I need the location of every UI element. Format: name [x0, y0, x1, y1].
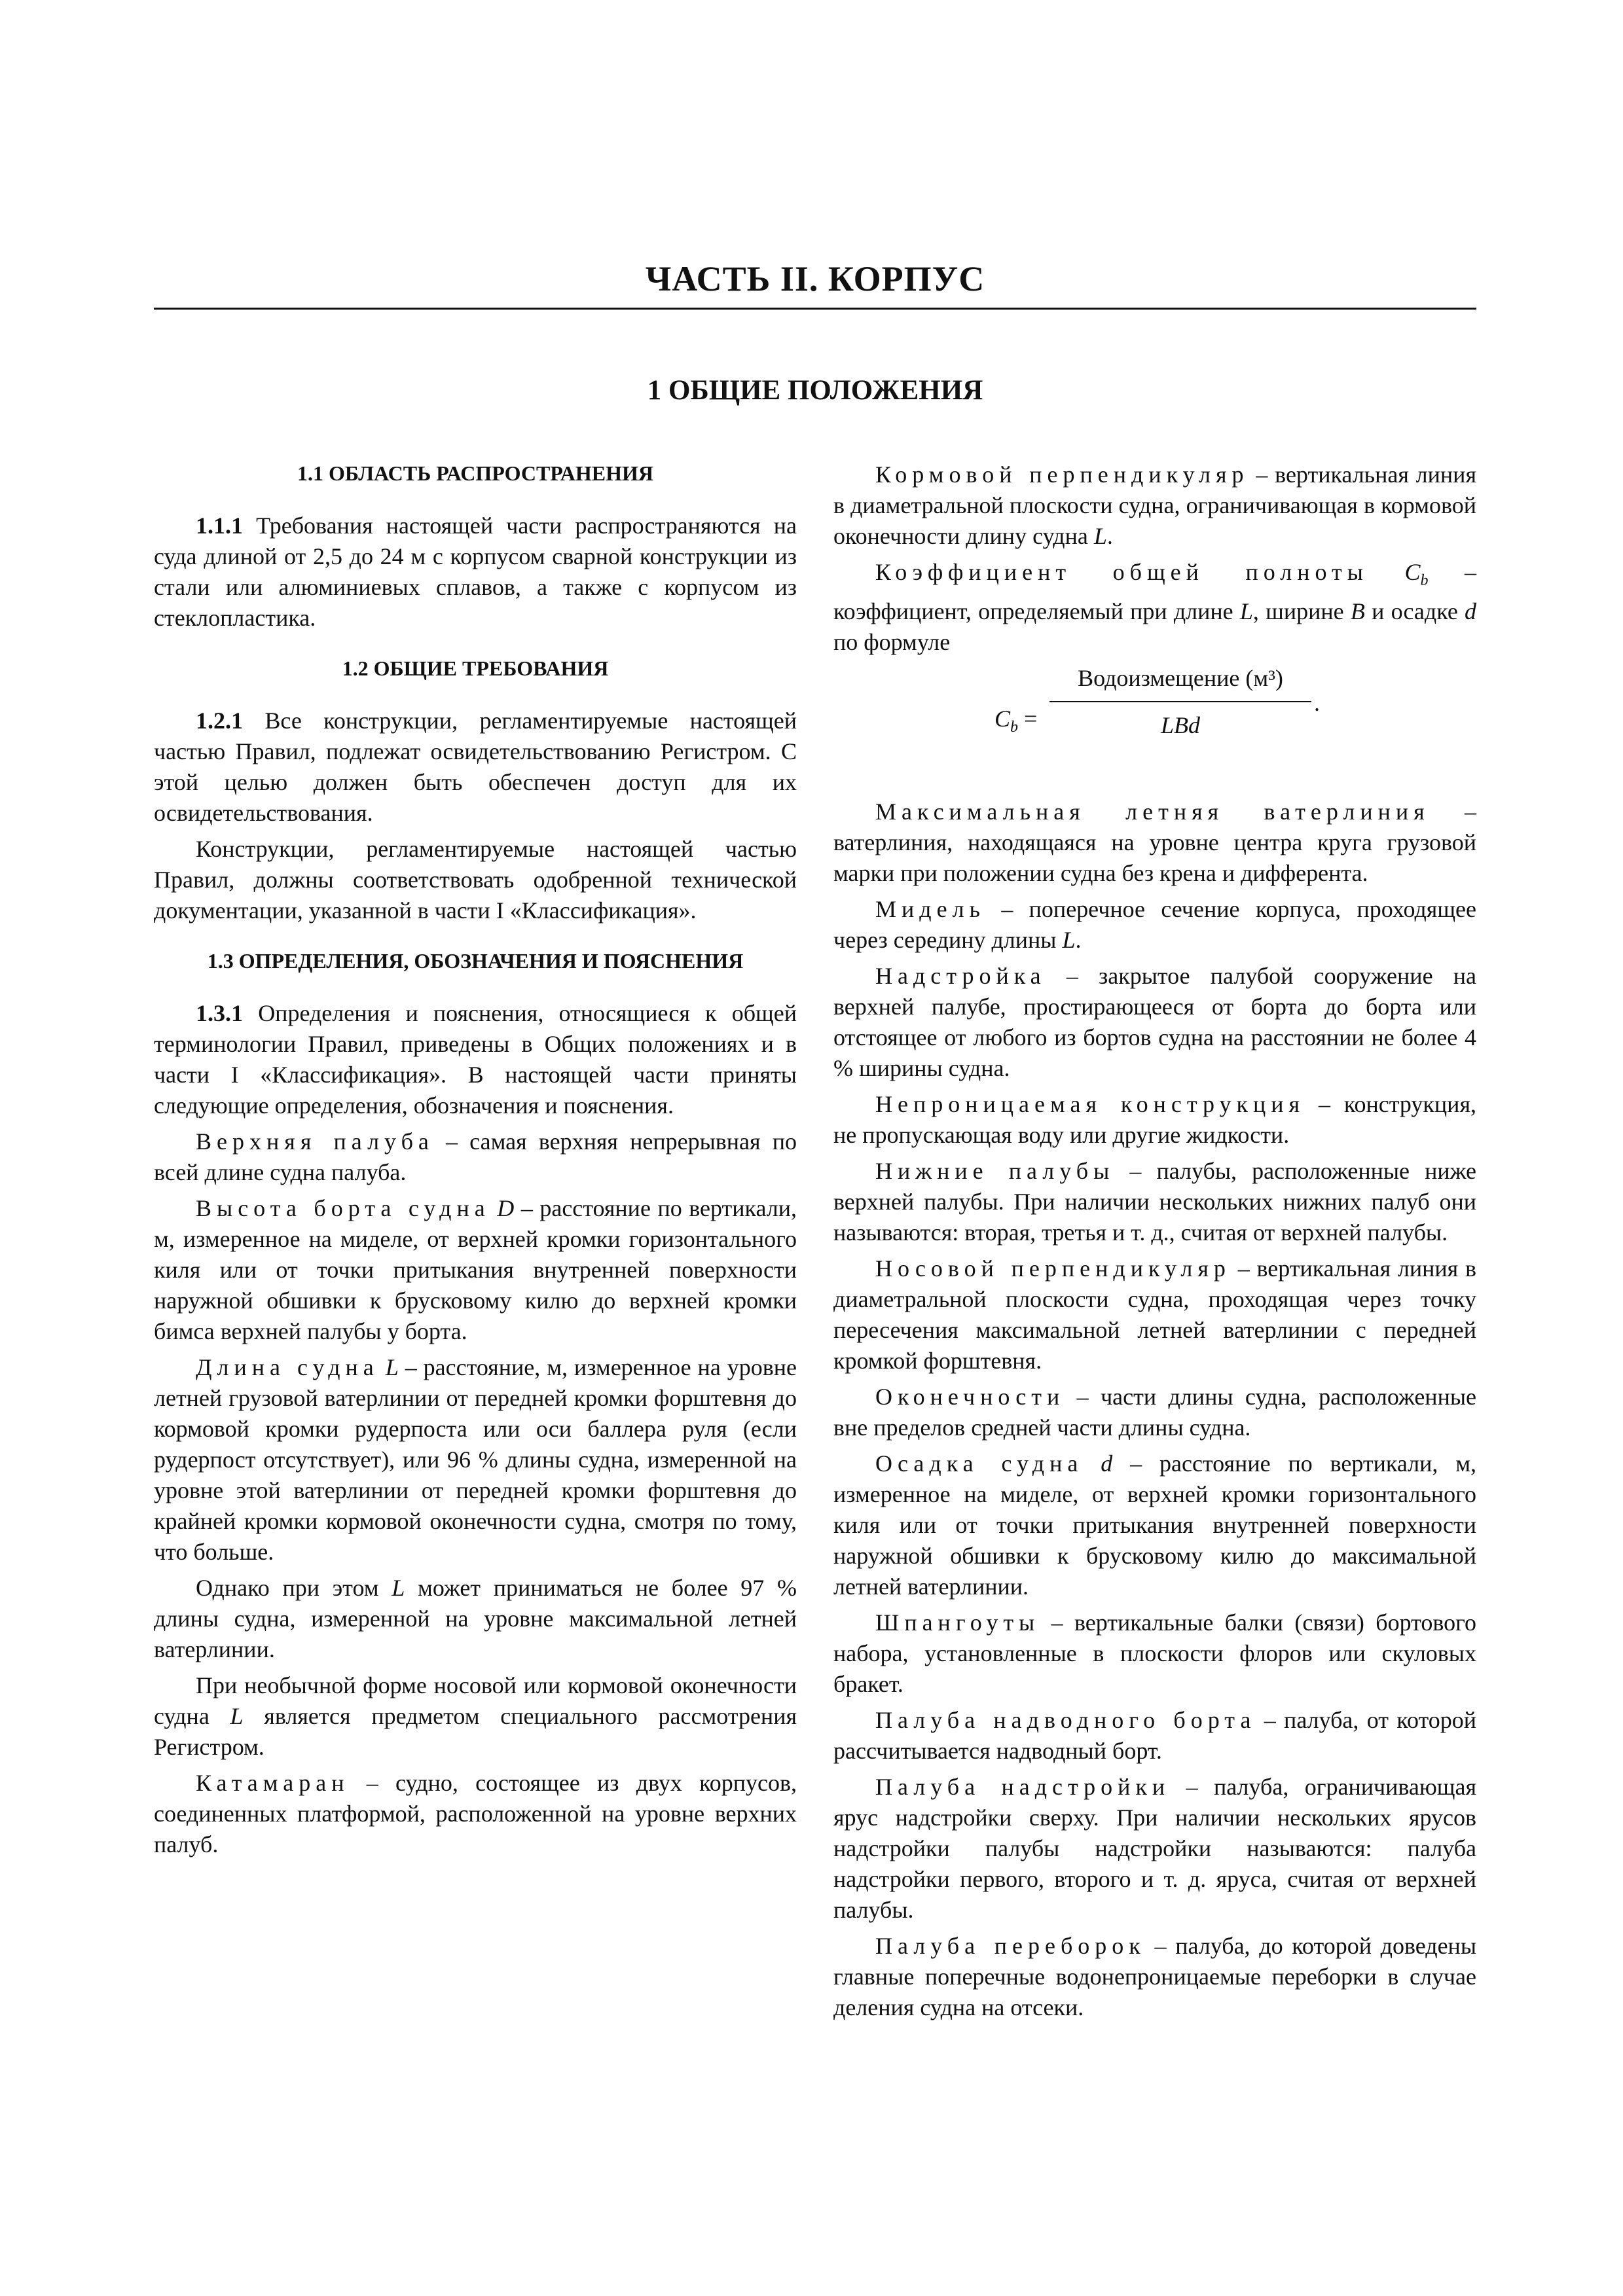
text: является предметом специального рассмотрения Регистром. [154, 1703, 797, 1760]
block-coefficient-formula [833, 663, 1476, 787]
term: Палуба надводного борта [875, 1707, 1256, 1734]
term: Катамаран [196, 1770, 350, 1796]
definition-text: – конструкция, не пропускающая воду или другие жидкости. [833, 1091, 1477, 1149]
paragraph-1-1-1 [154, 511, 797, 634]
term: Длина судна [196, 1354, 379, 1380]
definition-text: – судно, состоящее из двух корпусов, соединенных платформой, расположенной на уровне верхних палуб. [154, 1770, 797, 1857]
symbol: L [1239, 598, 1253, 625]
clause-text: Требования настоящей части распространяются на суда длиной от 2,5 до 24 м с корпусом сварной конструкции из стали или алюминиевых сплавов, а также с корпусом из стеклопластика. [154, 512, 797, 631]
definition-aft-perpendicular [833, 459, 1476, 552]
definition-catamaran [154, 1768, 797, 1860]
symbol: L [1062, 927, 1076, 954]
fraction-line [1049, 701, 1311, 702]
term: Максимальная летняя ватерлиния [875, 798, 1430, 825]
symbol: C [1404, 559, 1421, 585]
term: Коэффициент общей полноты [875, 559, 1368, 585]
term: Нижние палубы [875, 1158, 1115, 1185]
symbol: D [497, 1195, 515, 1221]
paragraph-1-2-1 [154, 706, 797, 829]
term: Верхняя палуба [196, 1128, 434, 1155]
definition-text: – вертикальная линия в диаметральной плоскости судна, ограничивающая в кормовой оконечности длину судна [833, 461, 1477, 549]
symbol: L [230, 1703, 244, 1729]
definition-text: – части длины судна, расположенные вне пределов средней части длины судна. [833, 1384, 1477, 1441]
text: . [1075, 927, 1082, 954]
definition-lower-decks [833, 1156, 1476, 1248]
section-title: 1 ОБЩИЕ ПОЛОЖЕНИЯ [647, 375, 983, 406]
text: При необычной форме носовой или кормовой оконечности судна [154, 1672, 797, 1729]
formula-symbol: C [994, 706, 1011, 732]
term: Кормовой перпендикуляр [875, 461, 1249, 488]
definition-text: – палуба, до которой доведены главные поперечные водонепроницаемые переборки в случае деления судна на отсеки. [833, 1933, 1477, 2021]
symbol: L [385, 1354, 399, 1380]
symbol: B [1350, 598, 1365, 625]
definition-text: – вертикальная линия в диаметральной плоскости судна, проходящая через точку пересечения максимальной летней ватерлинии с передней кромкой форштевня. [833, 1255, 1476, 1374]
clause-number: 1.1.1 [196, 512, 243, 539]
page-title: ЧАСТЬ II. КОРПУС [645, 259, 985, 298]
text: Однако при этом [196, 1575, 379, 1601]
paragraph-1-3-1 [154, 998, 797, 1121]
definition-bulkhead-deck [833, 1931, 1476, 2023]
symbol: d [1101, 1450, 1113, 1477]
heading-1-2: 1.2 ОБЩИЕ ТРЕБОВАНИЯ [342, 656, 609, 680]
definition-midship [833, 894, 1476, 956]
symbol: d [1465, 598, 1477, 625]
definition-text: – вертикальные балки (связи) бортового набора, установленные в плоскости флоров или скуловых бракет. [833, 1609, 1477, 1698]
length-note-2 [154, 1670, 797, 1763]
definition-depth [154, 1193, 797, 1347]
definition-frames [833, 1607, 1476, 1700]
heading-1-1: 1.1 ОБЛАСТЬ РАСПРОСТРАНЕНИЯ [297, 461, 653, 485]
formula-numerator: Водоизмещение (м³) [1078, 665, 1283, 692]
symbol: L [1093, 523, 1107, 549]
term: Непроницаемая конструкция [875, 1091, 1305, 1118]
clause-number: 1.3.1 [196, 1000, 243, 1026]
definition-text: – ватерлиния, находящаяся на уровне центра круга грузовой марки при положении судна без крена и дифферента. [833, 798, 1477, 887]
title-rule [154, 308, 1476, 310]
length-note-1 [154, 1573, 797, 1665]
paragraph-1-2-1-cont: Конструкции, регламентируемые настоящей частью Правил, должны соответствовать одобренной технической документации, указанной в части I «Классификация». [154, 836, 797, 924]
term: Палуба надстройки [875, 1774, 1171, 1801]
formula-subscript: b [1010, 719, 1019, 736]
definition-text: – расстояние по вертикали, м, измеренное на миделе, от верхней кромки горизонтального киля или от точки притыкания внутренней поверхности наружной обшивки к брусковому килю до верхней кромки бимса верхней палубы у борта. [154, 1195, 797, 1344]
formula-equals: = [1024, 706, 1038, 732]
definition-superstructure-deck [833, 1772, 1476, 1926]
term: Осадка судна [875, 1450, 1084, 1477]
definition-text: – самая верхняя непрерывная по всей длине судна палуба. [154, 1128, 797, 1185]
definition-impermeable [833, 1089, 1476, 1151]
clause-text: Определения и пояснения, относящиеся к общей терминологии Правил, приведены в Общих положениях и в части I «Классификация». В настоящей части приняты следующие определения, обозначения и пояснения. [154, 1000, 797, 1119]
term: Палуба переборок [875, 1933, 1146, 1960]
clause-number: 1.2.1 [196, 708, 243, 734]
definition-block-coefficient [833, 557, 1476, 658]
definition-text: – палубы, расположенные ниже верхней палубы. При наличии нескольких нижних палуб они называются: вторая, третья и т. д., считая от верхней палубы. [833, 1158, 1477, 1246]
formula-period: . [1314, 690, 1320, 717]
definition-text: – палуба, ограничивающая ярус надстройки сверху. При наличии нескольких ярусов надстройки палубы надстройки называются: палуба надстройки первого, второго и т. д. яруса, считая от верхней палубы. [833, 1774, 1477, 1924]
definition-text: – расстояние, м, измеренное на уровне летней грузовой ватерлинии от передней кромки форштевня до кормовой кромки рудерпоста или оси баллера руля (если рудерпост отсутствует), или 96 % длины судна, измеренной на уровне этой ватерлинии от передней кромки форштевня до крайней кромки кормовой оконечности судна, смотря по тому, что больше. [154, 1354, 797, 1565]
text: может приниматься не более 97 % длины судна, измеренной на уровне максимальной летней ватерлинии. [154, 1575, 797, 1662]
symbol-subscript: b [1420, 572, 1429, 590]
clause-text: Все конструкции, регламентируемые настоящей частью Правил, подлежат освидетельствованию Регистром. С этой целью должен быть обеспечен доступ для их освидетельствования. [154, 708, 797, 826]
heading-1-3: 1.3 ОПРЕДЕЛЕНИЯ, ОБОЗНАЧЕНИЯ И ПОЯСНЕНИЯ [207, 949, 744, 973]
definition-text: – палуба, от которой рассчитывается надводный борт. [833, 1707, 1476, 1765]
term: Носовой перпендикуляр [875, 1255, 1231, 1282]
text: – коэффициент, определяемый при длине [833, 559, 1476, 625]
definition-freeboard-deck [833, 1705, 1476, 1767]
definition-draught [833, 1448, 1476, 1602]
definition-upper-deck [154, 1126, 797, 1188]
left-column [154, 459, 797, 1865]
text: , ширине [1252, 598, 1344, 625]
symbol: L [392, 1575, 405, 1601]
definition-ends [833, 1382, 1476, 1443]
text: . [1106, 523, 1113, 549]
definition-superstructure [833, 961, 1476, 1084]
formula-denominator: LBd [1160, 712, 1200, 739]
term: Шпангоуты [875, 1609, 1040, 1636]
text: по формуле [833, 629, 951, 656]
term: Оконечности [875, 1384, 1065, 1410]
definition-text: – закрытое палубой сооружение на верхней палубе, простирающееся от борта до борта или отстоящее от любого из бортов судна на расстоянии не более 4 % ширины судна. [833, 963, 1476, 1082]
definition-text: – поперечное сечение корпуса, проходящее через середину длины [833, 896, 1477, 954]
right-column [833, 459, 1476, 2028]
formula-lhs [994, 704, 1037, 738]
term: Надстройка [875, 963, 1046, 990]
definition-max-waterline [833, 797, 1476, 889]
term: Высота борта судна [196, 1195, 490, 1221]
definition-length [154, 1352, 797, 1568]
term: Мидель [875, 896, 985, 923]
definition-fwd-perpendicular [833, 1253, 1476, 1376]
definition-text: – расстояние по вертикали, м, измеренное на миделе, от верхней кромки горизонтального киля или от точки притыкания внутренней поверхности наружной обшивки к брусковому килю до максимальной летней ватерлинии. [833, 1450, 1477, 1600]
text: и осадке [1372, 598, 1458, 625]
